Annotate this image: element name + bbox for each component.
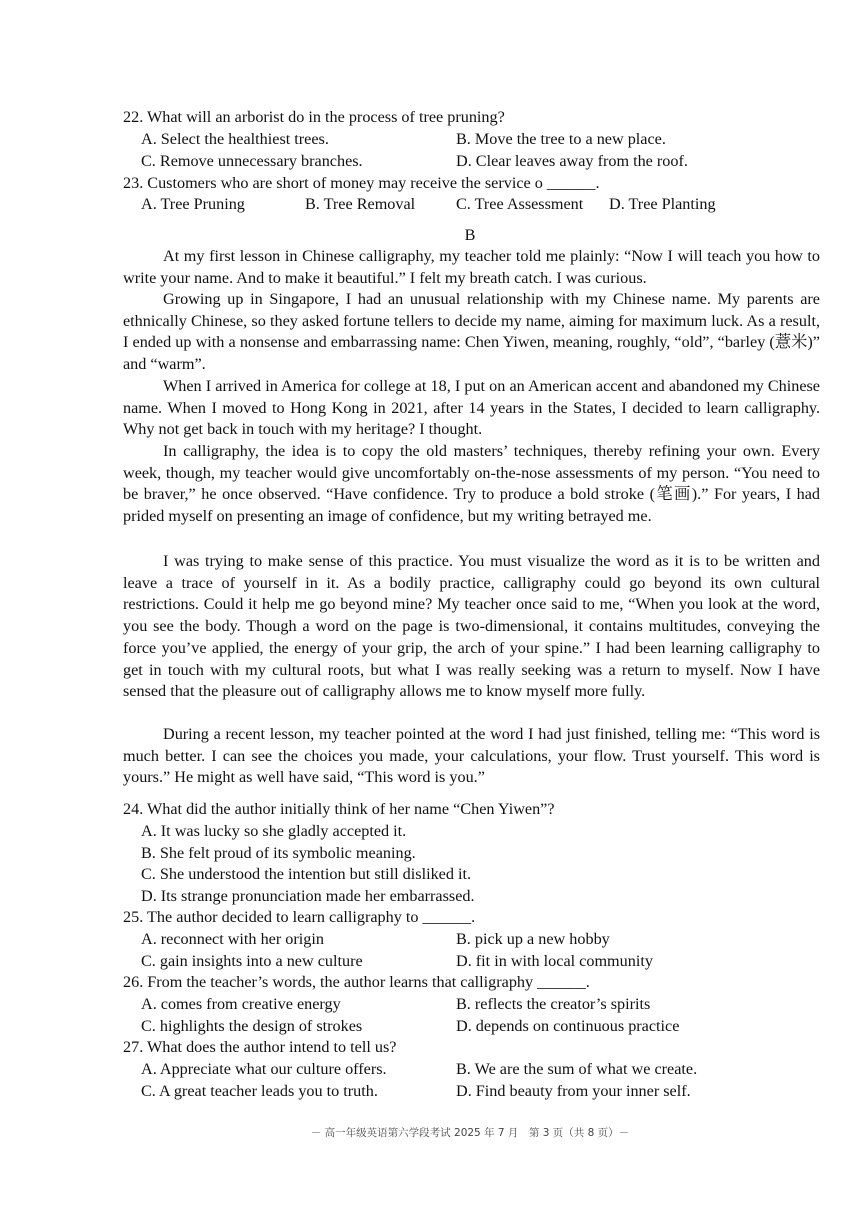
question-24-option-a: A. It was lucky so she gladly accepted it. [141,822,407,840]
question-23-option-c: C. Tree Assessment [456,195,584,213]
passage-paragraph-3: When I arrived in America for college at 18, I put on an American accent and abandoned my Chinese name. When I moved to Hong Kong in 2021, after 14 years in the States, I decided to learn calligraphy. Why not get back in touch with my heritage? I thought. [123,377,820,439]
question-24-option-c: C. She understood the intention but still disliked it. [141,865,472,883]
passage-paragraph-6: During a recent lesson, my teacher pointed at the word I had just finished, telling me: “This word is much better. I can see the choices you made, your calculations, your flow. Trust yourself. This word is yours.” He might as well have said, “This word is you.” [123,725,820,787]
question-24-stem: 24. What did the author initially think of her name “Chen Yiwen”? [123,800,555,818]
passage-paragraph-5: I was trying to make sense of this practice. You must visualize the word as it is to be written and leave a trace of yourself in it. As a bodily practice, calligraphy could go beyond its own cultural restrictions. Could it help me go beyond mine? My teacher once said to me, “When you look at the word, you see the body. Though a word on the page is two-dimensional, it contains multitudes, conveying the force you’ve applied, the energy of your grip, the arch of your spine.” I had been learning calligraphy to get in touch with my cultural roots, but what I was really seeking was a return to myself. Now I have sensed that the pleasure out of calligraphy allows me to know myself more fully. [123,552,820,701]
passage-paragraph-1: At my first lesson in Chinese calligraphy, my teacher told me plainly: “Now I will teach you how to write your name. And to make it beautiful.” I felt my breath catch. I was curious. [123,247,820,287]
passage-paragraph-2: Growing up in Singapore, I had an unusual relationship with my Chinese name. My parents are ethnically Chinese, so they asked fortune tellers to decide my name, aiming for maximum luck. As a result, I ended up with a nonsense and embarrassing name: Chen Yiwen, meaning, roughly, “old”, “barley (薏米)” and “warm”. [123,290,820,374]
question-26-stem: 26. From the teacher’s words, the author learns that calligraphy ______. [123,973,590,991]
question-25-option-a: A. reconnect with her origin [141,930,324,948]
question-27-option-a: A. Appreciate what our culture offers. [141,1060,387,1078]
passage-paragraph-4: In calligraphy, the idea is to copy the old masters’ techniques, thereby refining your own. Every week, though, my teacher would give uncomfortably on-the-nose assessments of my person. “You need to be braver,” he once observed. “Have confidence. Try to produce a bold stroke (笔画).” For years, I had prided myself on presenting an image of confidence, but my writing betrayed me. [123,442,820,526]
question-22-option-d: D. Clear leaves away from the roof. [456,152,688,170]
question-26-option-b: B. reflects the creator’s spirits [456,995,651,1013]
question-22-stem: 22. What will an arborist do in the process of tree pruning? [123,108,505,126]
question-25-option-d: D. fit in with local community [456,952,653,970]
question-23-option-a: A. Tree Pruning [141,195,245,213]
question-23-stem: 23. Customers who are short of money may receive the service o ______. [123,174,600,192]
question-27-option-d: D. Find beauty from your inner self. [456,1082,691,1100]
question-25-option-c: C. gain insights into a new culture [141,952,363,970]
question-26-option-a: A. comes from creative energy [141,995,341,1013]
question-23-option-b: B. Tree Removal [305,195,416,213]
section-b-heading: B [464,226,476,244]
question-25-option-b: B. pick up a new hobby [456,930,610,948]
question-27-stem: 27. What does the author intend to tell us? [123,1038,397,1056]
question-25-stem: 25. The author decided to learn calligraphy to ______. [123,908,476,926]
page-footer: － 高一年级英语第六学段考试 2025 年 7 月 第 3 页（共 8 页）－ [310,1127,630,1139]
question-22-option-a: A. Select the healthiest trees. [141,130,329,148]
question-23-option-d: D. Tree Planting [609,195,716,213]
question-24-option-b: B. She felt proud of its symbolic meaning. [141,844,416,862]
question-26-option-d: D. depends on continuous practice [456,1017,680,1035]
question-27-option-b: B. We are the sum of what we create. [456,1060,698,1078]
question-27-option-c: C. A great teacher leads you to truth. [141,1082,378,1100]
question-22-option-c: C. Remove unnecessary branches. [141,152,363,170]
question-26-option-c: C. highlights the design of strokes [141,1017,363,1035]
question-24-option-d: D. Its strange pronunciation made her embarrassed. [141,887,475,905]
question-22-option-b: B. Move the tree to a new place. [456,130,666,148]
